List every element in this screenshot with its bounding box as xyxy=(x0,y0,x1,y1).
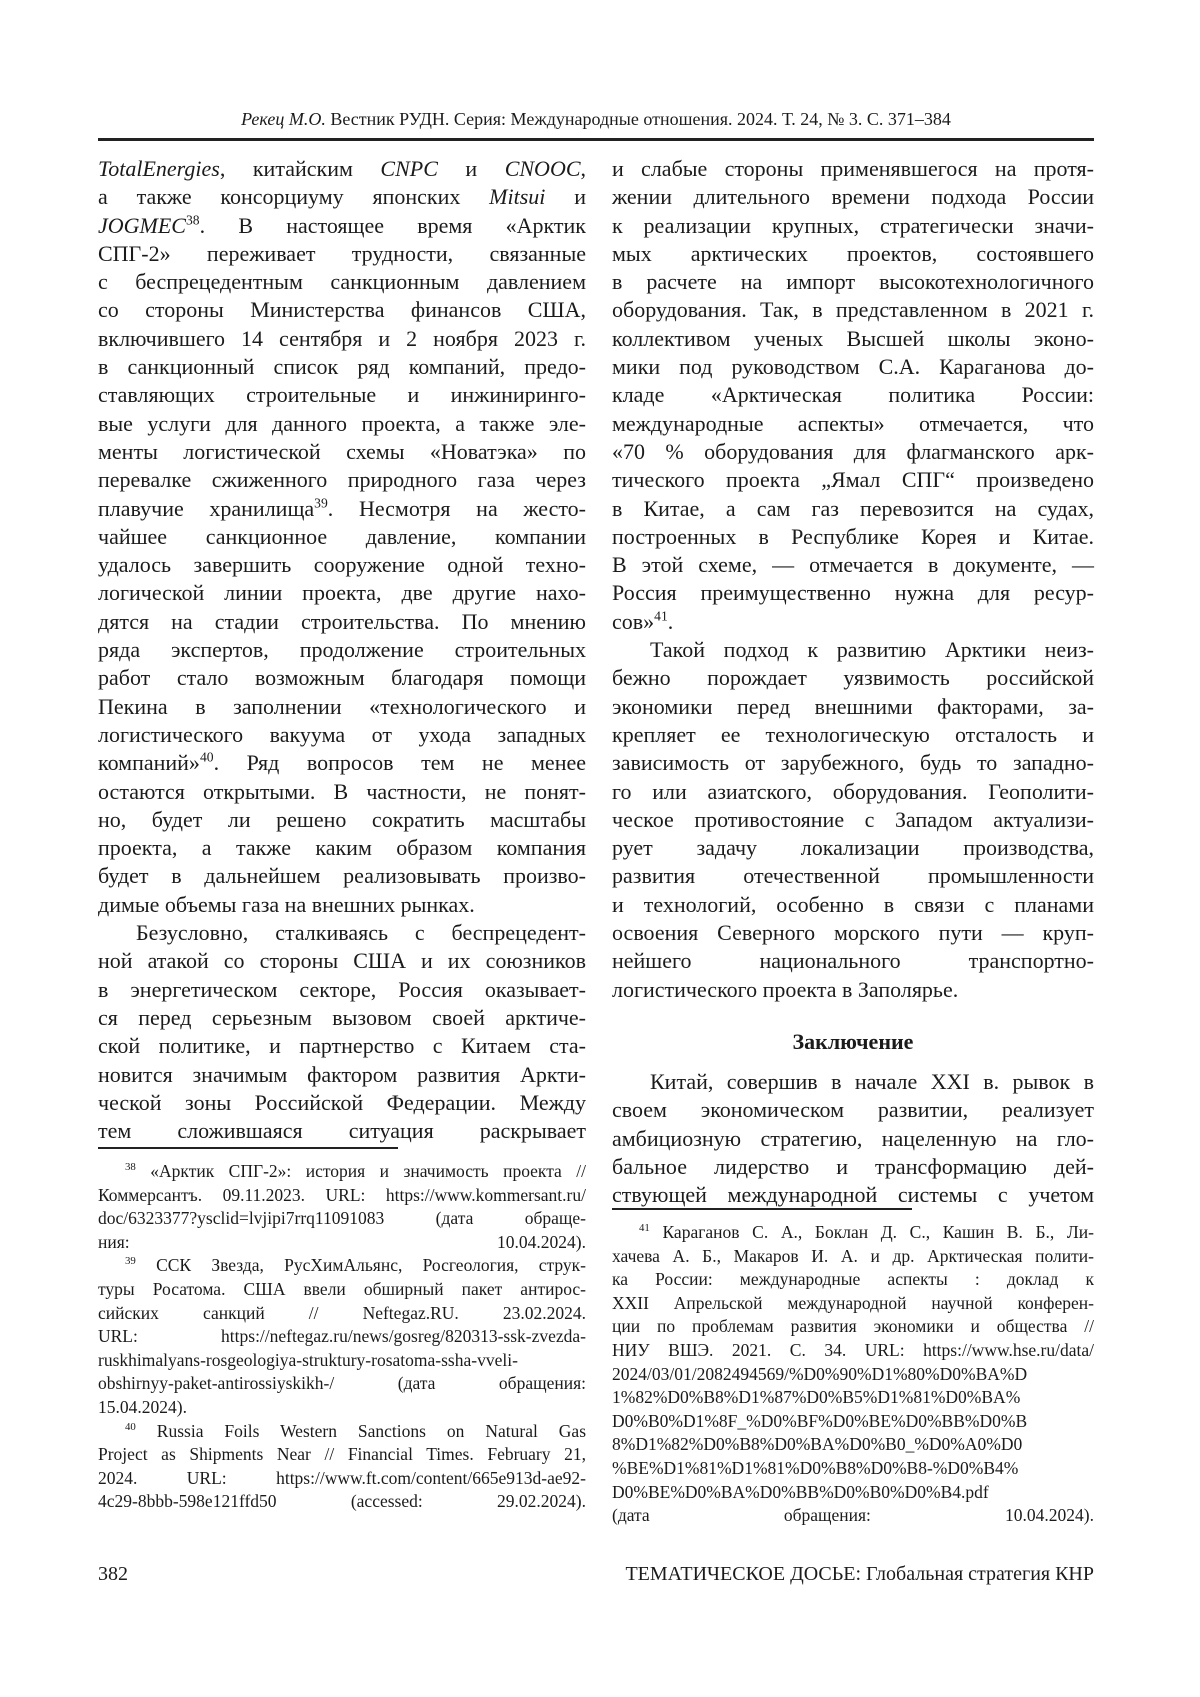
text-line: ряда экспертов, продолжение строительных xyxy=(98,637,586,663)
text-line: 8%D1%82%D0%B8%D0%BA%D0%B0_%D0%A0%D0 xyxy=(612,1434,1023,1455)
text-line: мики под руководством С.А. Караганова до- xyxy=(612,354,1094,380)
text-line: 1%82%D0%B8%D1%87%D0%B5%D1%81%D0%BA% xyxy=(612,1387,1021,1408)
paragraph xyxy=(98,1420,586,1514)
paragraph xyxy=(98,155,586,919)
text-line: кладе «Арктическая политика России: xyxy=(612,382,1094,408)
text-line: крепляет ее технологическую отсталость и xyxy=(612,721,1094,747)
paragraph xyxy=(612,1068,1094,1209)
paragraph xyxy=(98,1160,586,1254)
text-line: $^{41}$ Караганов С. А., Боклан Д. С., Кашин В. Б., Ли- xyxy=(639,1222,1094,1242)
left-footnotes-body xyxy=(98,1160,586,1514)
section-heading: Заключение xyxy=(792,1028,914,1054)
text-line: международные аспекты» отмечается, что xyxy=(612,410,1094,436)
right-footnotes-body xyxy=(612,1221,1094,1528)
text-line: чайшее санкционное давление, компании xyxy=(98,523,586,549)
text-line: оборудования. Так, в представленном в 2021 г. xyxy=(612,297,1094,323)
text-line: $^{38}$ «Арктик СПГ-2»: история и значимость проекта // xyxy=(125,1161,586,1181)
text-line: со стороны Министерства финансов США, xyxy=(98,297,586,323)
text-line: к реализации крупных, стратегически значи- xyxy=(612,212,1094,238)
text-line: ся перед серьезным вызовом своей арктиче- xyxy=(98,1004,586,1030)
text-line: вые услуги для данного проекта, а также эле- xyxy=(98,410,586,436)
text-line: ной атакой со стороны США и их союзников xyxy=(98,948,586,974)
text-line: ния: 10.04.2024). xyxy=(98,1231,586,1252)
text-line: ции по проблемам развития экономики и общества // xyxy=(612,1316,1094,1337)
text-line: D0%BE%D0%BA%D0%BB%D0%B0%D0%B4.pdf xyxy=(612,1481,989,1502)
text-line: новится значимым фактором развития Аркти- xyxy=(98,1061,586,1087)
text-line: %BE%D1%81%D1%81%D0%B8%D0%B8-%D0%B4% xyxy=(612,1457,1019,1478)
text-line: 2024. URL: https://www.ft.com/content/665e913d-ae92- xyxy=(98,1467,586,1488)
text-line: развития отечественной промышленности xyxy=(612,863,1094,889)
left-column xyxy=(98,155,586,1145)
text-line: бальное лидерство и трансформацию дей- xyxy=(612,1153,1094,1179)
text-line: XXII Апрельской международной научной конферен- xyxy=(612,1292,1094,1313)
text-line: ческое противостояние с Западом актуализи- xyxy=(612,806,1094,832)
text-line: Project as Shipments Near // Financial Times. February 21, xyxy=(98,1444,586,1465)
text-line: ствующей международной системы с учетом xyxy=(612,1182,1094,1208)
text-line: в энергетическом секторе, Россия оказывает- xyxy=(98,976,586,1002)
text-line: JOGMEC$^{38}$. В настоящее время «Арктик xyxy=(98,212,586,238)
text-line: в расчете на импорт высокотехнологичного xyxy=(612,269,1094,295)
text-line: $^{39}$ ССК Звезда, РусХимАльянс, Росгеология, струк- xyxy=(125,1255,586,1276)
text-line: сийских санкций // Neftegaz.RU. 23.02.2024. xyxy=(98,1302,586,1323)
text-line: работ стало возможным благодаря помощи xyxy=(98,665,586,691)
text-line: нейшего национального транспортно- xyxy=(612,948,1094,974)
text-line: ставляющих строительные и инжиниринго- xyxy=(98,382,586,408)
running-header: Рекец М.О. Вестник РУДН. Серия: Международные отношения. 2024. Т. 24, № 3. С. 371–384 xyxy=(241,109,951,129)
text-line: удалось завершить сооружение одной техно- xyxy=(98,552,586,578)
text-line: Такой подход к развитию Арктики неиз- xyxy=(650,637,1094,663)
text-line: тем сложившаяся ситуация раскрывает xyxy=(98,1118,586,1144)
footnote-separator xyxy=(612,1208,912,1210)
text-line: тического проекта „Ямал СПГ“ произведено xyxy=(612,467,1094,493)
text-line: и технологий, особенно в связи с планами xyxy=(612,891,1094,917)
text-line: логистического вакуума от ухода западных xyxy=(98,721,586,747)
text-line: построенных в Республике Корея и Китае. xyxy=(612,523,1094,549)
header-rule xyxy=(98,138,1094,141)
text-line: бежно порождает уязвимость российской xyxy=(612,665,1094,691)
paragraph xyxy=(612,636,1094,1004)
text-line: логистического проекта в Заполярье. xyxy=(612,976,959,1002)
text-line: с беспрецедентным санкционным давлением xyxy=(98,269,586,295)
text-line: 4c29-8bbb-598e121ffd50 (accessed: 29.02.2024). xyxy=(98,1491,586,1512)
text-line: зависимость от зарубежного, будь то западно- xyxy=(612,750,1094,776)
text-line: URL: https://neftegaz.ru/news/gosreg/820313-ssk-zvezda- xyxy=(98,1326,586,1347)
text-line: D0%B0%D1%8F_%D0%BF%D0%BE%D0%BB%D0%B xyxy=(612,1410,1028,1431)
text-line: Россия преимущественно нужна для ресур- xyxy=(612,580,1094,606)
text-line: го или азиатского, оборудования. Геополити- xyxy=(612,778,1094,804)
text-line: $^{40}$ Russia Foils Western Sanctions on Natural Gas xyxy=(125,1420,586,1441)
text-line: ruskhimalyans-rosgeologiya-struktury-rosatoma-ssha-vveli- xyxy=(98,1349,518,1370)
text-line: перевалке сжиженного природного газа через xyxy=(98,467,586,493)
text-line: и слабые стороны применявшегося на протя- xyxy=(612,156,1094,181)
text-line: В этой схеме, — отмечается в документе, — xyxy=(612,552,1094,578)
text-line: хачева А. Б., Макаров И. А. и др. Арктическая полити- xyxy=(612,1245,1094,1266)
paragraph xyxy=(98,919,586,1145)
text-line: ка России: международные аспекты : доклад к xyxy=(612,1269,1094,1290)
text-line: Пекина в заполнении «технологического и xyxy=(98,693,586,719)
text-line: остаются открытыми. В частности, не понят- xyxy=(98,778,586,804)
text-line: включившего 14 сентября и 2 ноября 2023 г. xyxy=(98,325,586,351)
text-line: СПГ-2» переживает трудности, связанные xyxy=(98,240,586,266)
text-line: (дата обращения: 10.04.2024). xyxy=(612,1505,1094,1526)
footer-section-title: ТЕМАТИЧЕСКОЕ ДОСЬЕ: Глобальная стратегия КНР xyxy=(625,1563,1094,1585)
text-line: TotalEnergies, китайским CNPC и CNOOC, xyxy=(98,156,586,181)
text-line: Китай, совершив в начале XXI в. рывок в xyxy=(650,1068,1094,1094)
text-line: в санкционный список ряд компаний, предо- xyxy=(98,354,586,380)
text-line: НИУ ВШЭ. 2021. С. 34. URL: https://www.hse.ru/data/ xyxy=(612,1339,1094,1360)
right-column xyxy=(612,155,1094,1209)
text-line: в Китае, а сам газ перевозится на судах, xyxy=(612,495,1094,521)
text-line: ской политике, и партнерство с Китаем ста- xyxy=(98,1033,586,1059)
left-footnotes xyxy=(98,1147,586,1514)
page-number: 382 xyxy=(98,1563,128,1585)
text-line: мых арктических проектов, состоявшего xyxy=(612,240,1094,266)
text-line: дятся на стадии строительства. По мнению xyxy=(98,608,586,634)
paragraph xyxy=(98,1254,586,1419)
text-line: амбициозную стратегию, нацеленную на гло- xyxy=(612,1125,1094,1151)
text-line: obshirnyy-paket-antirossiyskikh-/ (дата обращения: xyxy=(98,1373,586,1394)
text-line: логической линии проекта, две другие нахо- xyxy=(98,580,586,606)
text-line: Безусловно, сталкиваясь с беспрецедент- xyxy=(136,920,586,946)
text-line: плавучие хранилища$^{39}$. Несмотря на жесто- xyxy=(98,495,586,521)
paragraph xyxy=(612,155,1094,636)
text-line: проекта, а также каким образом компания xyxy=(98,835,586,861)
text-line: димые объемы газа на внешних рынках. xyxy=(98,891,475,917)
text-line: компаний»$^{40}$. Ряд вопросов тем не менее xyxy=(98,749,586,776)
text-line: освоения Северного морского пути — круп- xyxy=(612,920,1094,946)
right-footnotes xyxy=(612,1208,1094,1528)
text-line: doc/6323377?ysclid=lvjipi7rrq11091083 (дата обраще- xyxy=(98,1208,586,1229)
text-line: экономики перед внешними факторами, за- xyxy=(612,693,1094,719)
text-line: рует задачу локализации производства, xyxy=(612,835,1094,861)
text-line: туры Росатома. США ввели обширный пакет антирос- xyxy=(98,1278,586,1299)
text-line: но, будет ли решено сократить масштабы xyxy=(98,806,586,832)
footnote-separator xyxy=(98,1147,398,1149)
text-line: своем экономическом развитии, реализует xyxy=(612,1097,1094,1123)
text-line: а также консорциуму японских Mitsui и xyxy=(98,184,586,210)
text-line: Коммерсантъ. 09.11.2023. URL: https://www.kommersant.ru/ xyxy=(98,1184,586,1205)
text-line: будет в дальнейшем реализовывать произво- xyxy=(98,863,586,889)
text-line: ческой зоны Российской Федерации. Между xyxy=(98,1089,586,1115)
text-line: сов»$^{41}$. xyxy=(612,608,674,634)
text-line: менты логистической схемы «Новатэка» по xyxy=(98,438,586,464)
text-line: 2024/03/01/2082494569/%D0%90%D1%80%D0%BA%D xyxy=(612,1363,1028,1384)
paragraph xyxy=(612,1221,1094,1528)
text-line: «70 % оборудования для флагманского арк- xyxy=(612,438,1094,464)
text-line: коллективом ученых Высшей школы эконо- xyxy=(612,325,1094,351)
text-line: жении длительного времени подхода России xyxy=(612,184,1094,210)
text-line: 15.04.2024). xyxy=(98,1396,187,1417)
